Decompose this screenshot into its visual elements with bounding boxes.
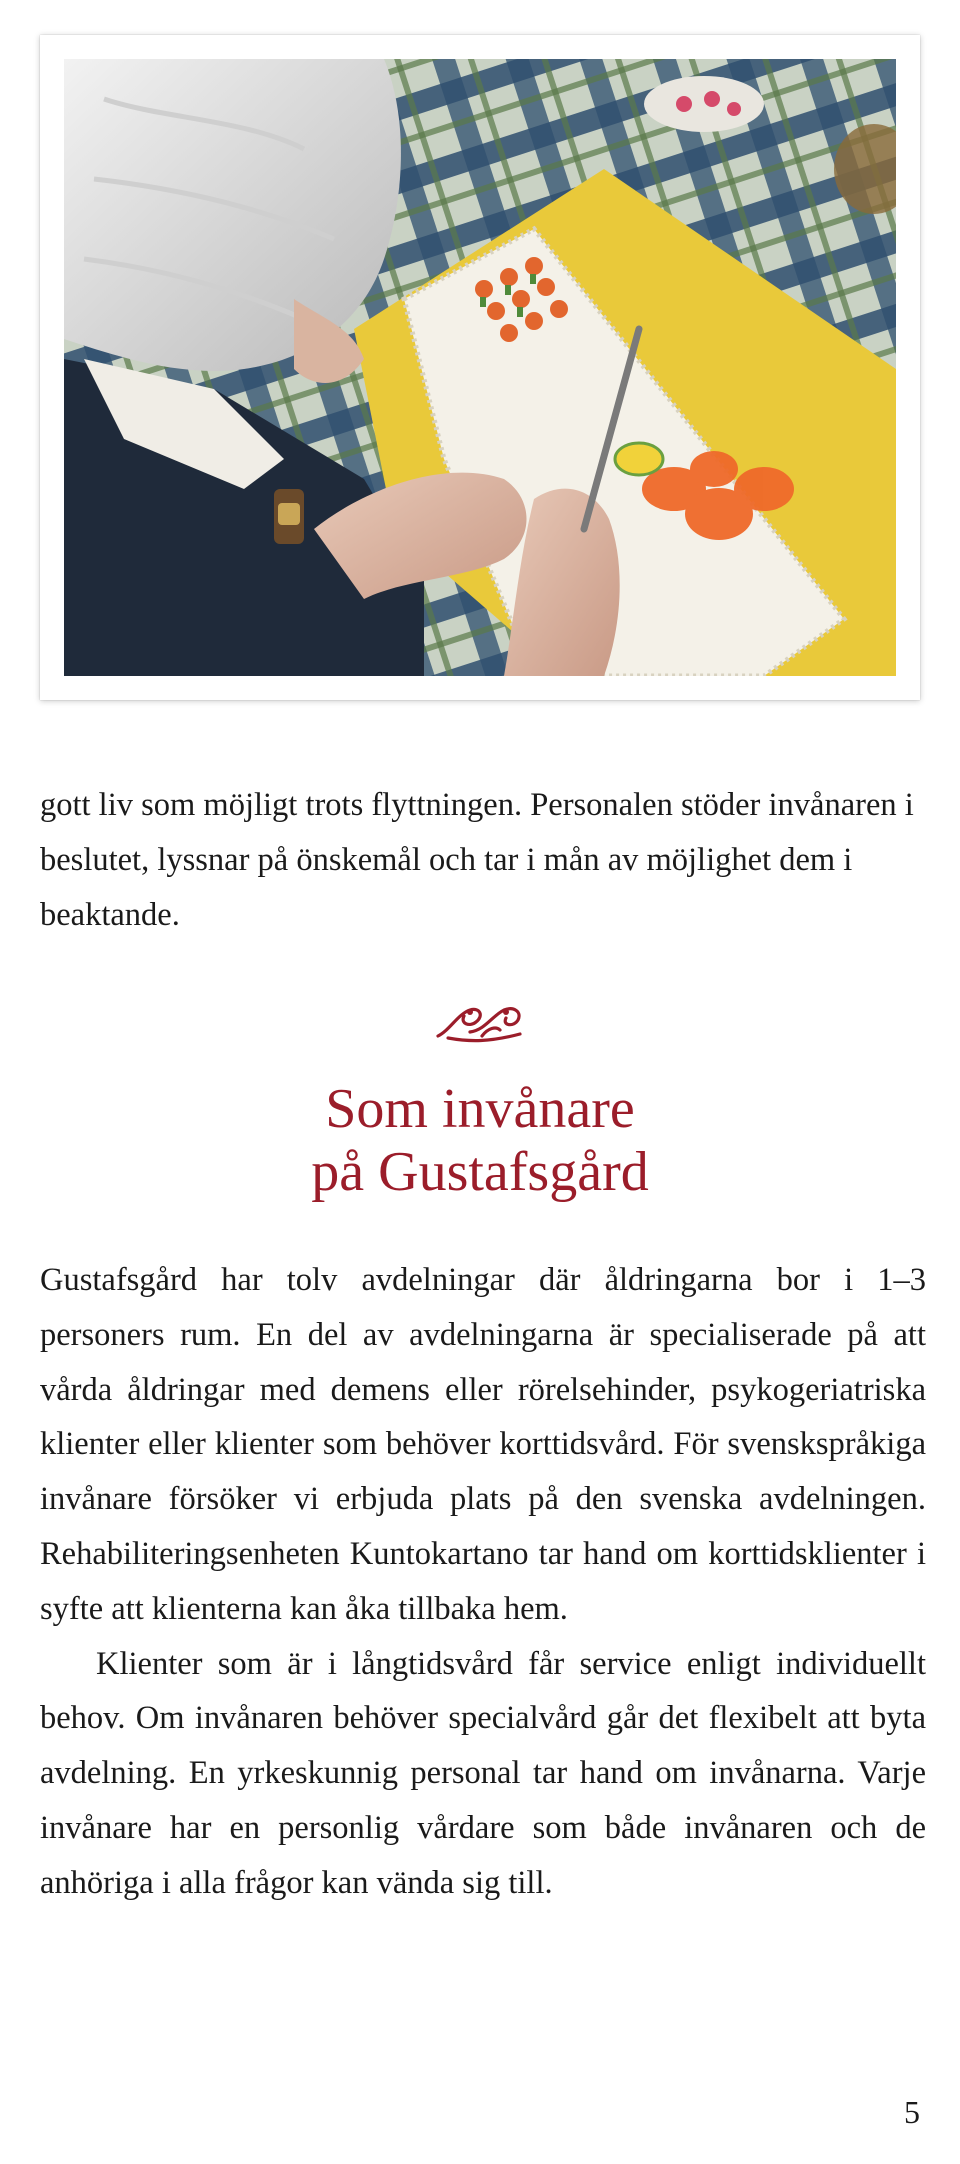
- heading-line-1: Som invånare: [325, 1078, 635, 1140]
- page-number: 5: [904, 2094, 920, 2130]
- photo-elderly-woman-painting: [64, 59, 896, 676]
- intro-paragraph: [40, 778, 926, 942]
- body-text: [40, 1253, 926, 1911]
- body-paragraph-2: Klienter som är i långtidsvård får service enligt individuellt behov. Om invånaren behöver specialvård går det flexibelt att byta avdelning. En yrkeskunnig personal tar hand om invånarna. Varje invånare har en personlig vårdare som både invånaren och de anhöriga i alla frågor kan vända sig till.: [40, 1645, 926, 1901]
- photo-illustration: [64, 59, 896, 676]
- flourish-ornament-icon: [430, 1000, 530, 1046]
- heading-line-2: på Gustafsgård: [311, 1141, 649, 1203]
- section-heading: [40, 1078, 920, 1204]
- photo-frame: [40, 35, 920, 700]
- body-paragraph-1: Gustafsgård har tolv avdelningar där åldringarna bor i 1–3 personers rum. En del av avdelningarna är specialiserade på att vårda åldringar med demens eller rörelsehinder, psykogeriatriska klienter eller klienter som behöver korttidsvård. För svenskspråkiga invånare försöker vi erbjuda plats på den svenska avdelningen. Rehabiliteringsenheten Kuntokartano tar hand om korttidsklienter i syfte att klienterna kan åka tillbaka hem.: [40, 1262, 926, 1627]
- intro-paragraph-text: gott liv som möjligt trots flyttningen. Personalen stöder invånaren i beslutet, lyssnar på önskemål och tar i mån av möjlighet dem i beaktande.: [40, 787, 914, 933]
